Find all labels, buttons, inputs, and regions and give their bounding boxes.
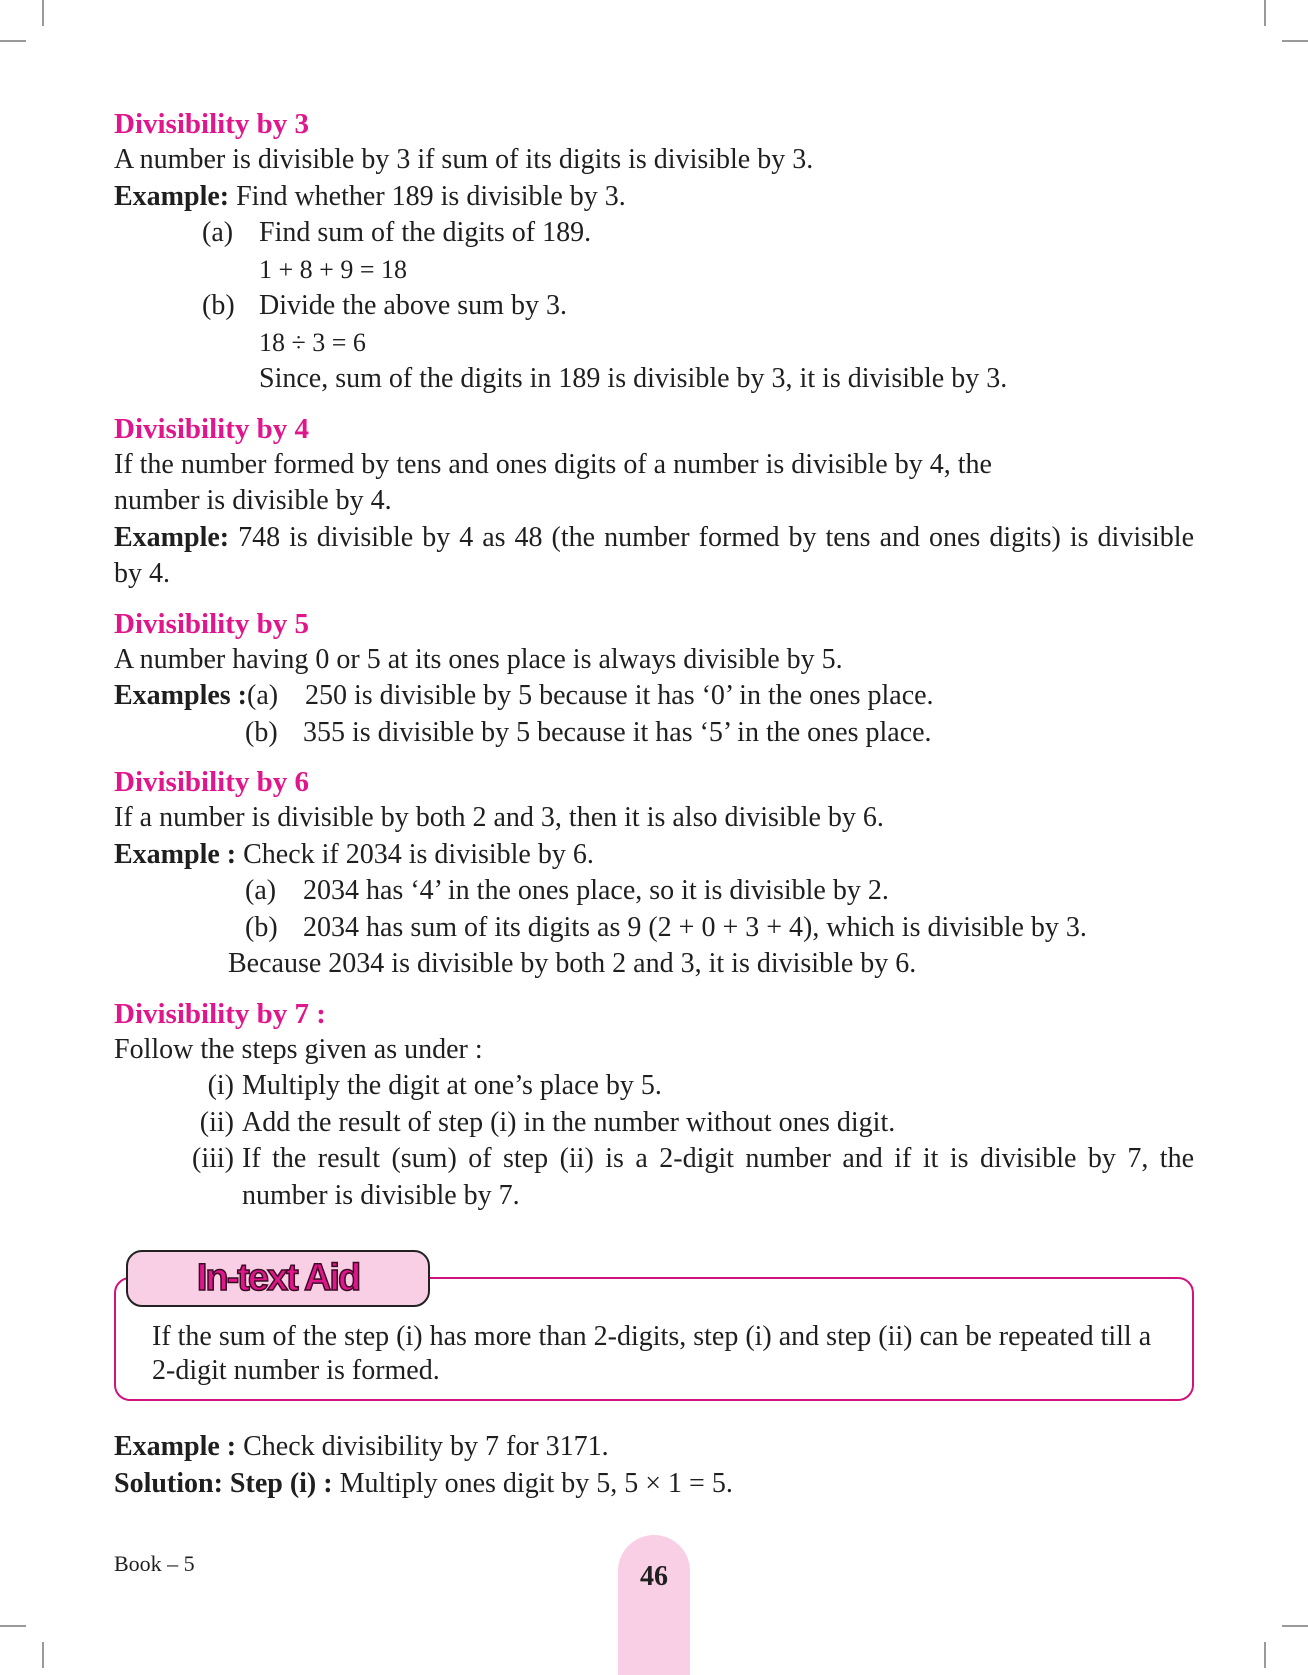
page-number: 46 bbox=[640, 1561, 668, 1592]
example-text: Find whether 189 is divisible by 3. bbox=[229, 180, 626, 212]
intro-text: Follow the steps given as under : bbox=[114, 1033, 483, 1065]
crop-mark bbox=[42, 1642, 44, 1668]
rule-text: A number having 0 or 5 at its ones place is always divisible by 5. bbox=[114, 643, 843, 675]
step-item bbox=[114, 1068, 1194, 1105]
section-heading: Divisibility by 3 bbox=[114, 108, 309, 140]
example-7 bbox=[114, 1429, 1194, 1502]
step-label: (a) bbox=[202, 217, 234, 248]
step-text: Add the result of step (i) in the number without ones digit. bbox=[242, 1106, 896, 1138]
example-b bbox=[114, 715, 1194, 752]
step-label: (b) bbox=[202, 290, 235, 321]
page-content bbox=[114, 106, 1194, 1214]
crop-mark bbox=[0, 40, 26, 42]
example-line bbox=[114, 520, 1194, 593]
conclusion-text: Since, sum of the digits in 189 is divisible by 3, it is divisible by 3. bbox=[259, 363, 1008, 394]
example-label: Example : bbox=[114, 838, 237, 870]
crop-mark bbox=[0, 1625, 26, 1627]
step-number: (ii) bbox=[199, 1106, 234, 1138]
example-line bbox=[114, 837, 1194, 874]
solution-text: Multiply ones digit by 5, 5 × 1 = 5. bbox=[332, 1467, 733, 1499]
in-text-aid-text: If the sum of the step (i) has more than 2-digits, step (i) and step (ii) can be repeated till a 2-digit number is formed. bbox=[152, 1321, 1152, 1386]
example-label: Example : bbox=[114, 1431, 237, 1462]
crop-mark bbox=[1282, 40, 1308, 42]
conclusion-text: Because 2034 is divisible by both 2 and 3, it is divisible by 6. bbox=[228, 948, 917, 979]
crop-mark bbox=[42, 0, 44, 26]
step-text: Multiply the digit at one’s place by 5. bbox=[242, 1070, 662, 1101]
section-heading: Divisibility by 6 bbox=[114, 766, 309, 798]
calc-line: 18 ÷ 3 = 6 bbox=[259, 327, 366, 357]
step-a bbox=[114, 215, 1194, 252]
in-text-aid-tab bbox=[126, 1250, 430, 1307]
solution-label: Solution: Step (i) : bbox=[114, 1467, 333, 1499]
step-item bbox=[114, 1105, 1194, 1142]
in-text-aid-title: In-text Aid bbox=[196, 1257, 360, 1300]
example-text: 748 is divisible by 4 as 48 (the number formed by tens and ones digits) is divisible by 4. bbox=[114, 521, 1194, 589]
crop-mark bbox=[1264, 0, 1266, 26]
step-a bbox=[114, 873, 1194, 910]
step-label: (b) bbox=[245, 716, 278, 748]
step-text: 2034 has ‘4’ in the ones place, so it is divisible by 2. bbox=[303, 875, 889, 906]
rule-text: A number is divisible by 3 if sum of its digits is divisible by 3. bbox=[114, 144, 814, 175]
example-label: Examples : bbox=[114, 680, 247, 711]
example-text: Check if 2034 is divisible by 6. bbox=[236, 838, 594, 870]
crop-mark bbox=[1264, 1642, 1266, 1668]
step-text: 250 is divisible by 5 because it has ‘0’ in the ones place. bbox=[305, 680, 934, 711]
step-b bbox=[114, 910, 1194, 947]
example-label: Example: bbox=[114, 180, 230, 212]
crop-mark bbox=[1282, 1625, 1308, 1627]
step-b bbox=[114, 288, 1194, 325]
section-heading: Divisibility by 4 bbox=[114, 412, 309, 445]
rule-text: If a number is divisible by both 2 and 3, then it is also divisible by 6. bbox=[114, 802, 884, 833]
calc-line: 1 + 8 + 9 = 18 bbox=[259, 254, 407, 284]
example-line bbox=[114, 179, 1194, 216]
section-heading: Divisibility by 5 bbox=[114, 607, 309, 640]
example-line bbox=[114, 1429, 1194, 1466]
step-text: 2034 has sum of its digits as 9 (2 + 0 + 3 + 4), which is divisible by 3. bbox=[303, 911, 1087, 943]
step-text: If the result (sum) of step (ii) is a 2-digit number and if it is divisible by 7, the number is divisible by 7. bbox=[242, 1143, 1194, 1211]
step-text: 355 is divisible by 5 because it has ‘5’ in the ones place. bbox=[303, 716, 932, 748]
step-number: (iii) bbox=[192, 1143, 234, 1174]
step-item bbox=[114, 1141, 1194, 1214]
step-text: Find sum of the digits of 189. bbox=[259, 217, 592, 248]
step-label: (a) bbox=[245, 875, 277, 906]
section-heading: Divisibility by 7 : bbox=[114, 997, 326, 1030]
book-label: Book – 5 bbox=[114, 1551, 195, 1576]
step-text: Divide the above sum by 3. bbox=[259, 290, 567, 321]
example-a bbox=[114, 678, 1194, 715]
example-label: Example: bbox=[114, 521, 230, 553]
solution-line bbox=[114, 1466, 1194, 1503]
step-number: (i) bbox=[207, 1070, 234, 1101]
step-label: (b) bbox=[245, 911, 278, 943]
step-label: (a) bbox=[247, 680, 279, 711]
page-number-tab bbox=[618, 1535, 690, 1675]
example-text: Check divisibility by 7 for 3171. bbox=[236, 1431, 609, 1462]
rule-text: If the number formed by tens and ones digits of a number is divisible by 4, the number is divisible by 4. bbox=[114, 448, 992, 516]
